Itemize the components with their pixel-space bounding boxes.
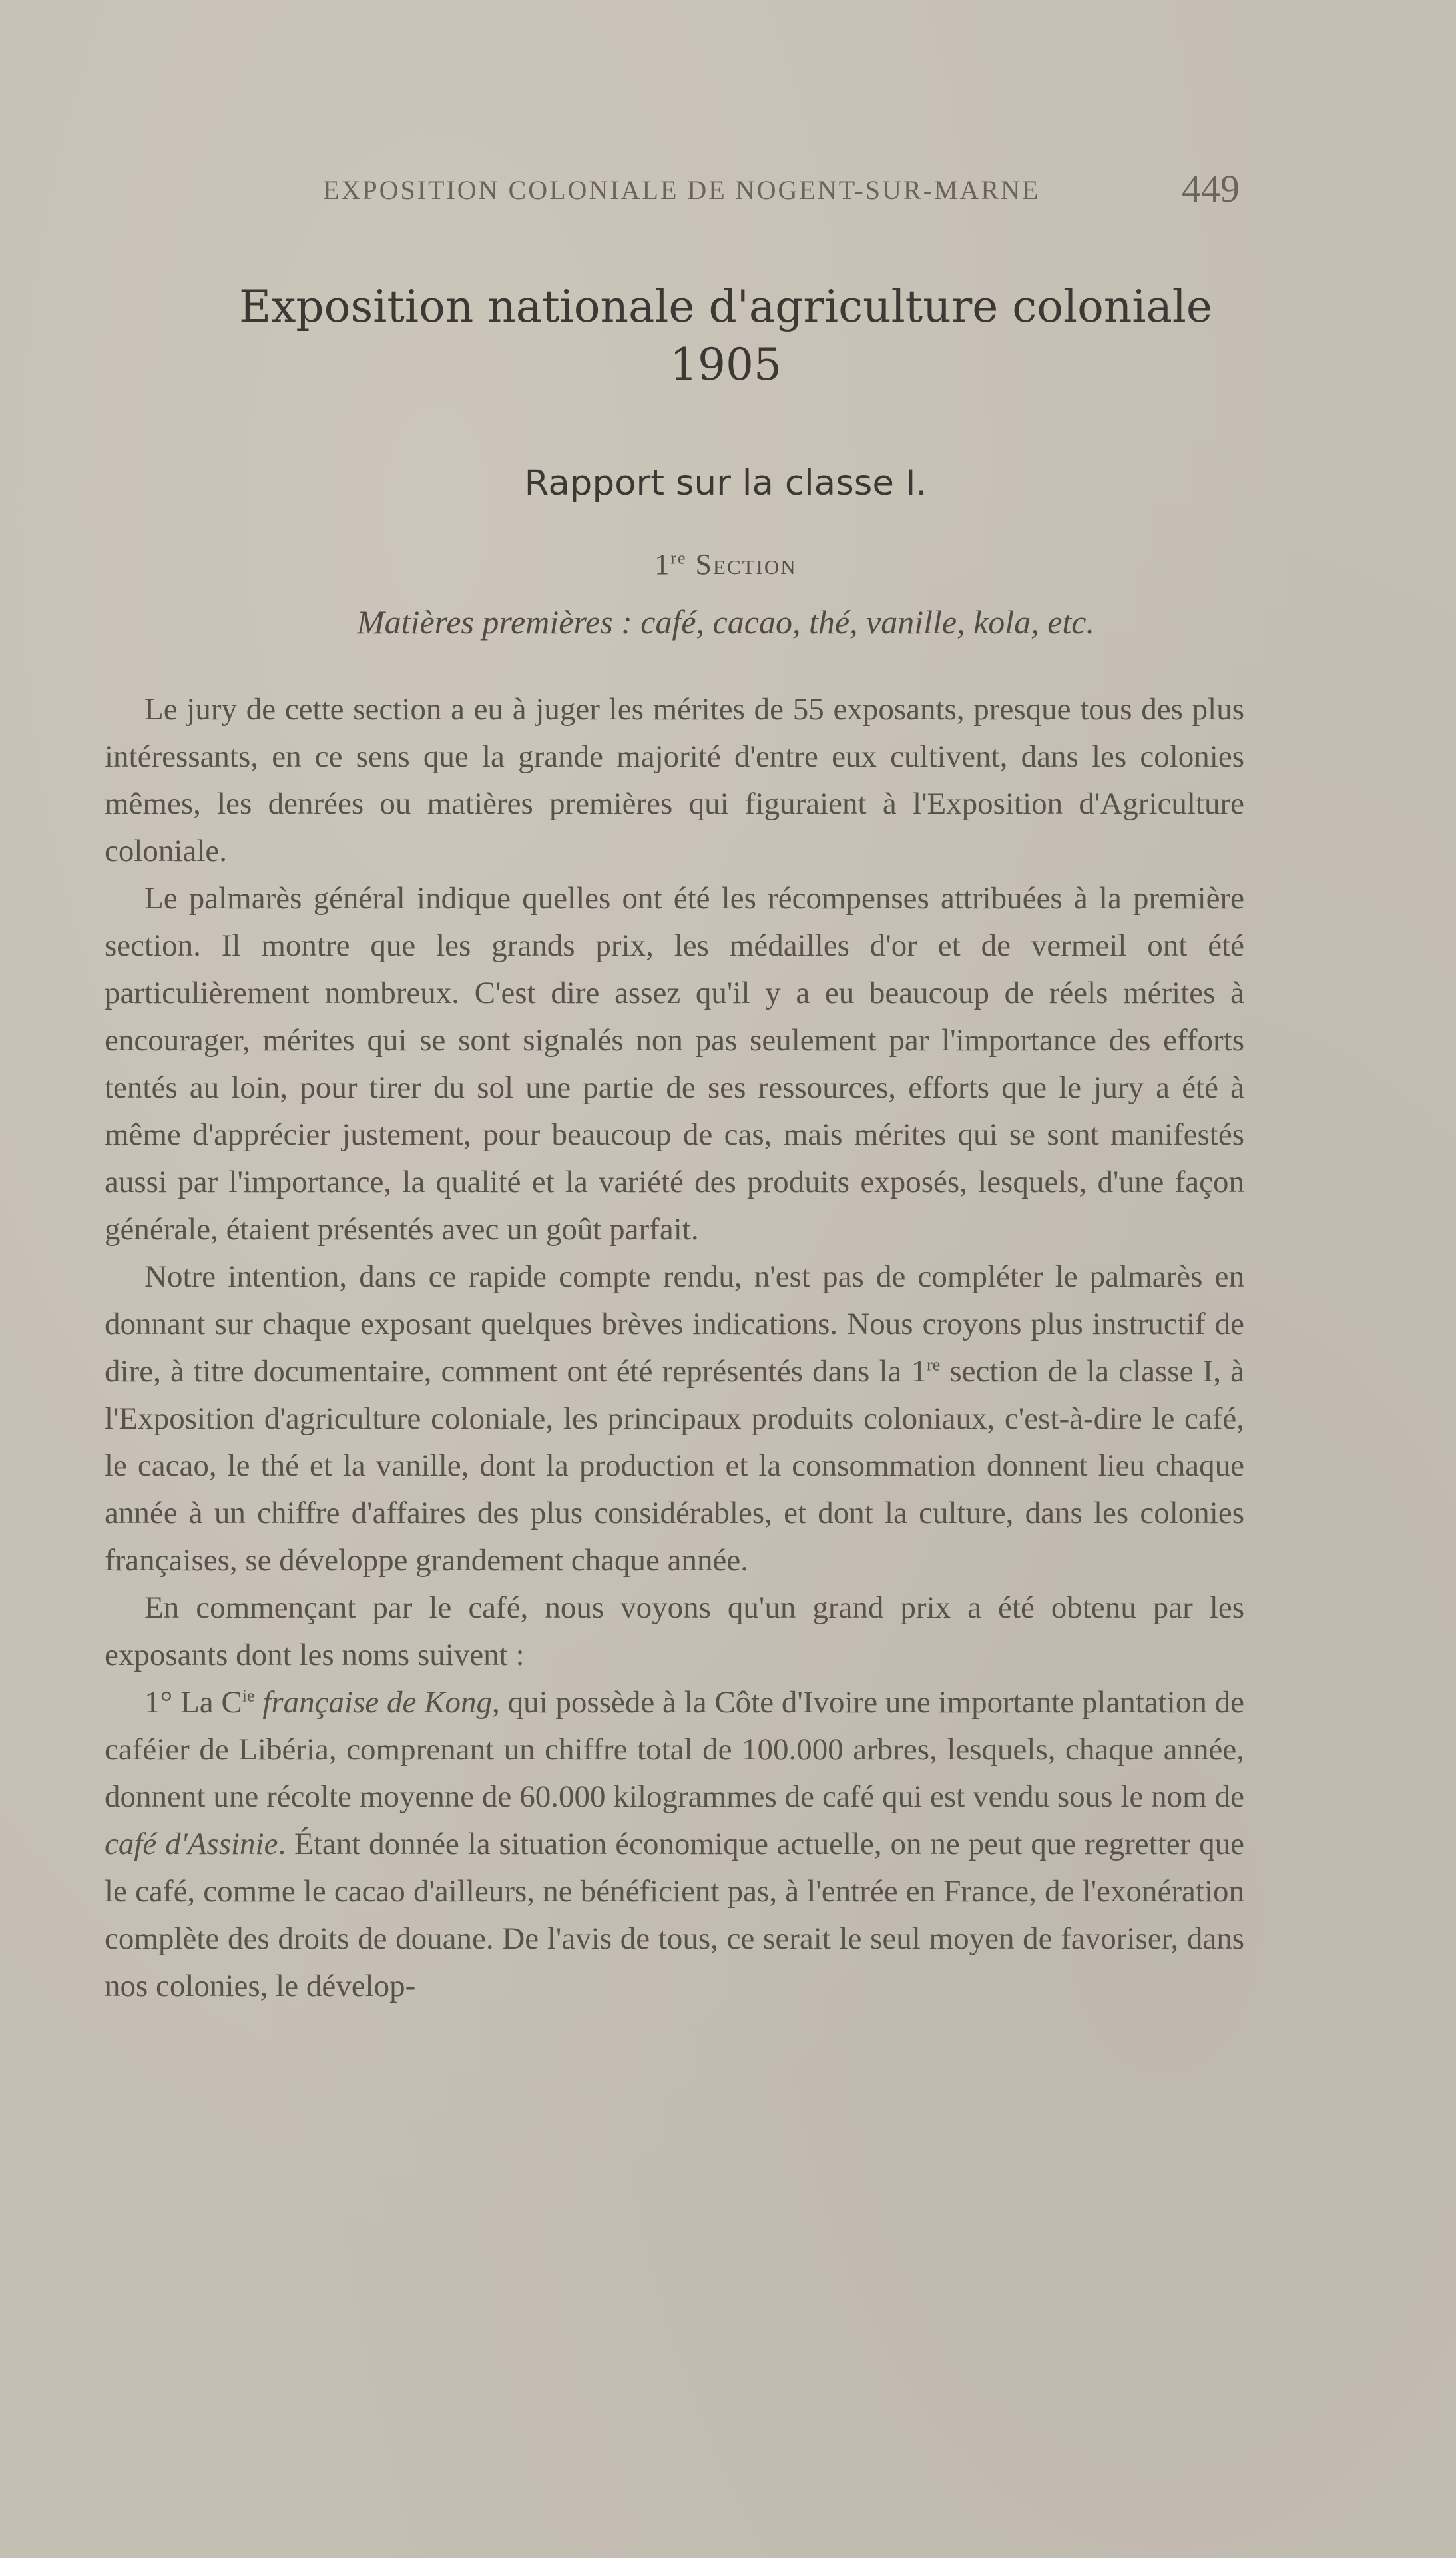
- report-subtitle: Rapport sur la classe I.: [524, 463, 927, 503]
- paragraph-1: Le jury de cette section a eu à juger les mérites de 55 exposants, presque tous des plus intéressants, en ce sens que la grande majorité d'entre eux cultivent, dans les colonies mêmes, les denrées ou matières premières qui figuraient à l'Exposition d'Agriculture coloniale.: [105, 692, 1244, 868]
- paragraph-5-part-a: 1° La C: [144, 1685, 242, 1720]
- paragraph-5: [105, 1679, 1244, 2010]
- title-year: 1905: [670, 338, 782, 390]
- paragraph-5-sup: ie: [242, 1686, 255, 1706]
- document-title: [100, 280, 1351, 392]
- page-number: 449: [1182, 167, 1240, 210]
- product-name: café d'Assinie: [105, 1827, 278, 1861]
- paragraph-4: En commençant par le café, nous voyons qu'un grand prix a été obtenu par les exposants dont les noms suivent :: [105, 1590, 1244, 1672]
- section-number: 1: [654, 548, 671, 581]
- section-word: Section: [686, 548, 797, 581]
- section-heading: [100, 547, 1351, 581]
- paragraph-3-part-b: section de la classe I, à l'Exposition d'agriculture coloniale, les principaux produits coloniaux, c'est-à-dire le café, le cacao, le thé et la vanille, dont la production et la consommation donnent lieu chaque année à un chiffre d'affaires des plus considérables, et dont la culture, dans les colonies françaises, se développe grandement chaque année.: [105, 1354, 1244, 1578]
- paragraph-5-part-b: , qui possède à la Côte d'Ivoire une importante plantation de caféier de Libéria, comprenant un chiffre total de 100.000 arbres, lesquels, chaque année, donnent une récolte moyenne de 60.000 kilogrammes de café qui est vendu sous le nom de: [105, 1685, 1244, 1814]
- company-name: française de Kong: [254, 1685, 493, 1720]
- paragraph-3-sup: re: [927, 1355, 941, 1375]
- title-line-1: Exposition nationale d'agriculture coloniale: [239, 281, 1212, 332]
- paragraph-5-part-c: . Étant donnée la situation économique actuelle, on ne peut que regretter que le café, comme le cacao d'ailleurs, ne bénéficient pas, à l'entrée en France, de l'exonération complète des droits de douane. De l'avis de tous, ce serait le seul moyen de favoriser, dans nos colonies, le dévelop-: [105, 1827, 1244, 2003]
- body-text: [105, 686, 1244, 2010]
- section-caption: Matières premières : café, cacao, thé, vanille, kola, etc.: [357, 603, 1094, 641]
- paragraph-3: [105, 1253, 1244, 1584]
- paragraph-3-part-a: Notre intention, dans ce rapide compte rendu, n'est pas de compléter le palmarès en donnant sur chaque exposant quelques brèves indications. Nous croyons plus instructif de dire, à titre documentaire, comment ont été représentés dans la 1: [105, 1259, 1244, 1389]
- section-number-suffix: re: [670, 548, 687, 568]
- paragraph-2: Le palmarès général indique quelles ont été les récompenses attribuées à la première section. Il montre que les grands prix, les médailles d'or et de vermeil ont été particulièrement nombreux. C'est dire assez qu'il y a eu beaucoup de réels mérites à encourager, mérites qui se sont signalés non pas seulement par l'importance des efforts tentés au loin, pour tirer du sol une partie de ses ressources, efforts que le jury a été à même d'apprécier justement, pour beaucoup de cas, mais mérites qui se sont manifestés aussi par l'importance, la qualité et la variété des produits exposés, lesquels, d'une façon générale, étaient présentés avec un goût parfait.: [105, 881, 1244, 1247]
- running-head: EXPOSITION COLONIALE DE NOGENT-SUR-MARNE: [323, 175, 1041, 205]
